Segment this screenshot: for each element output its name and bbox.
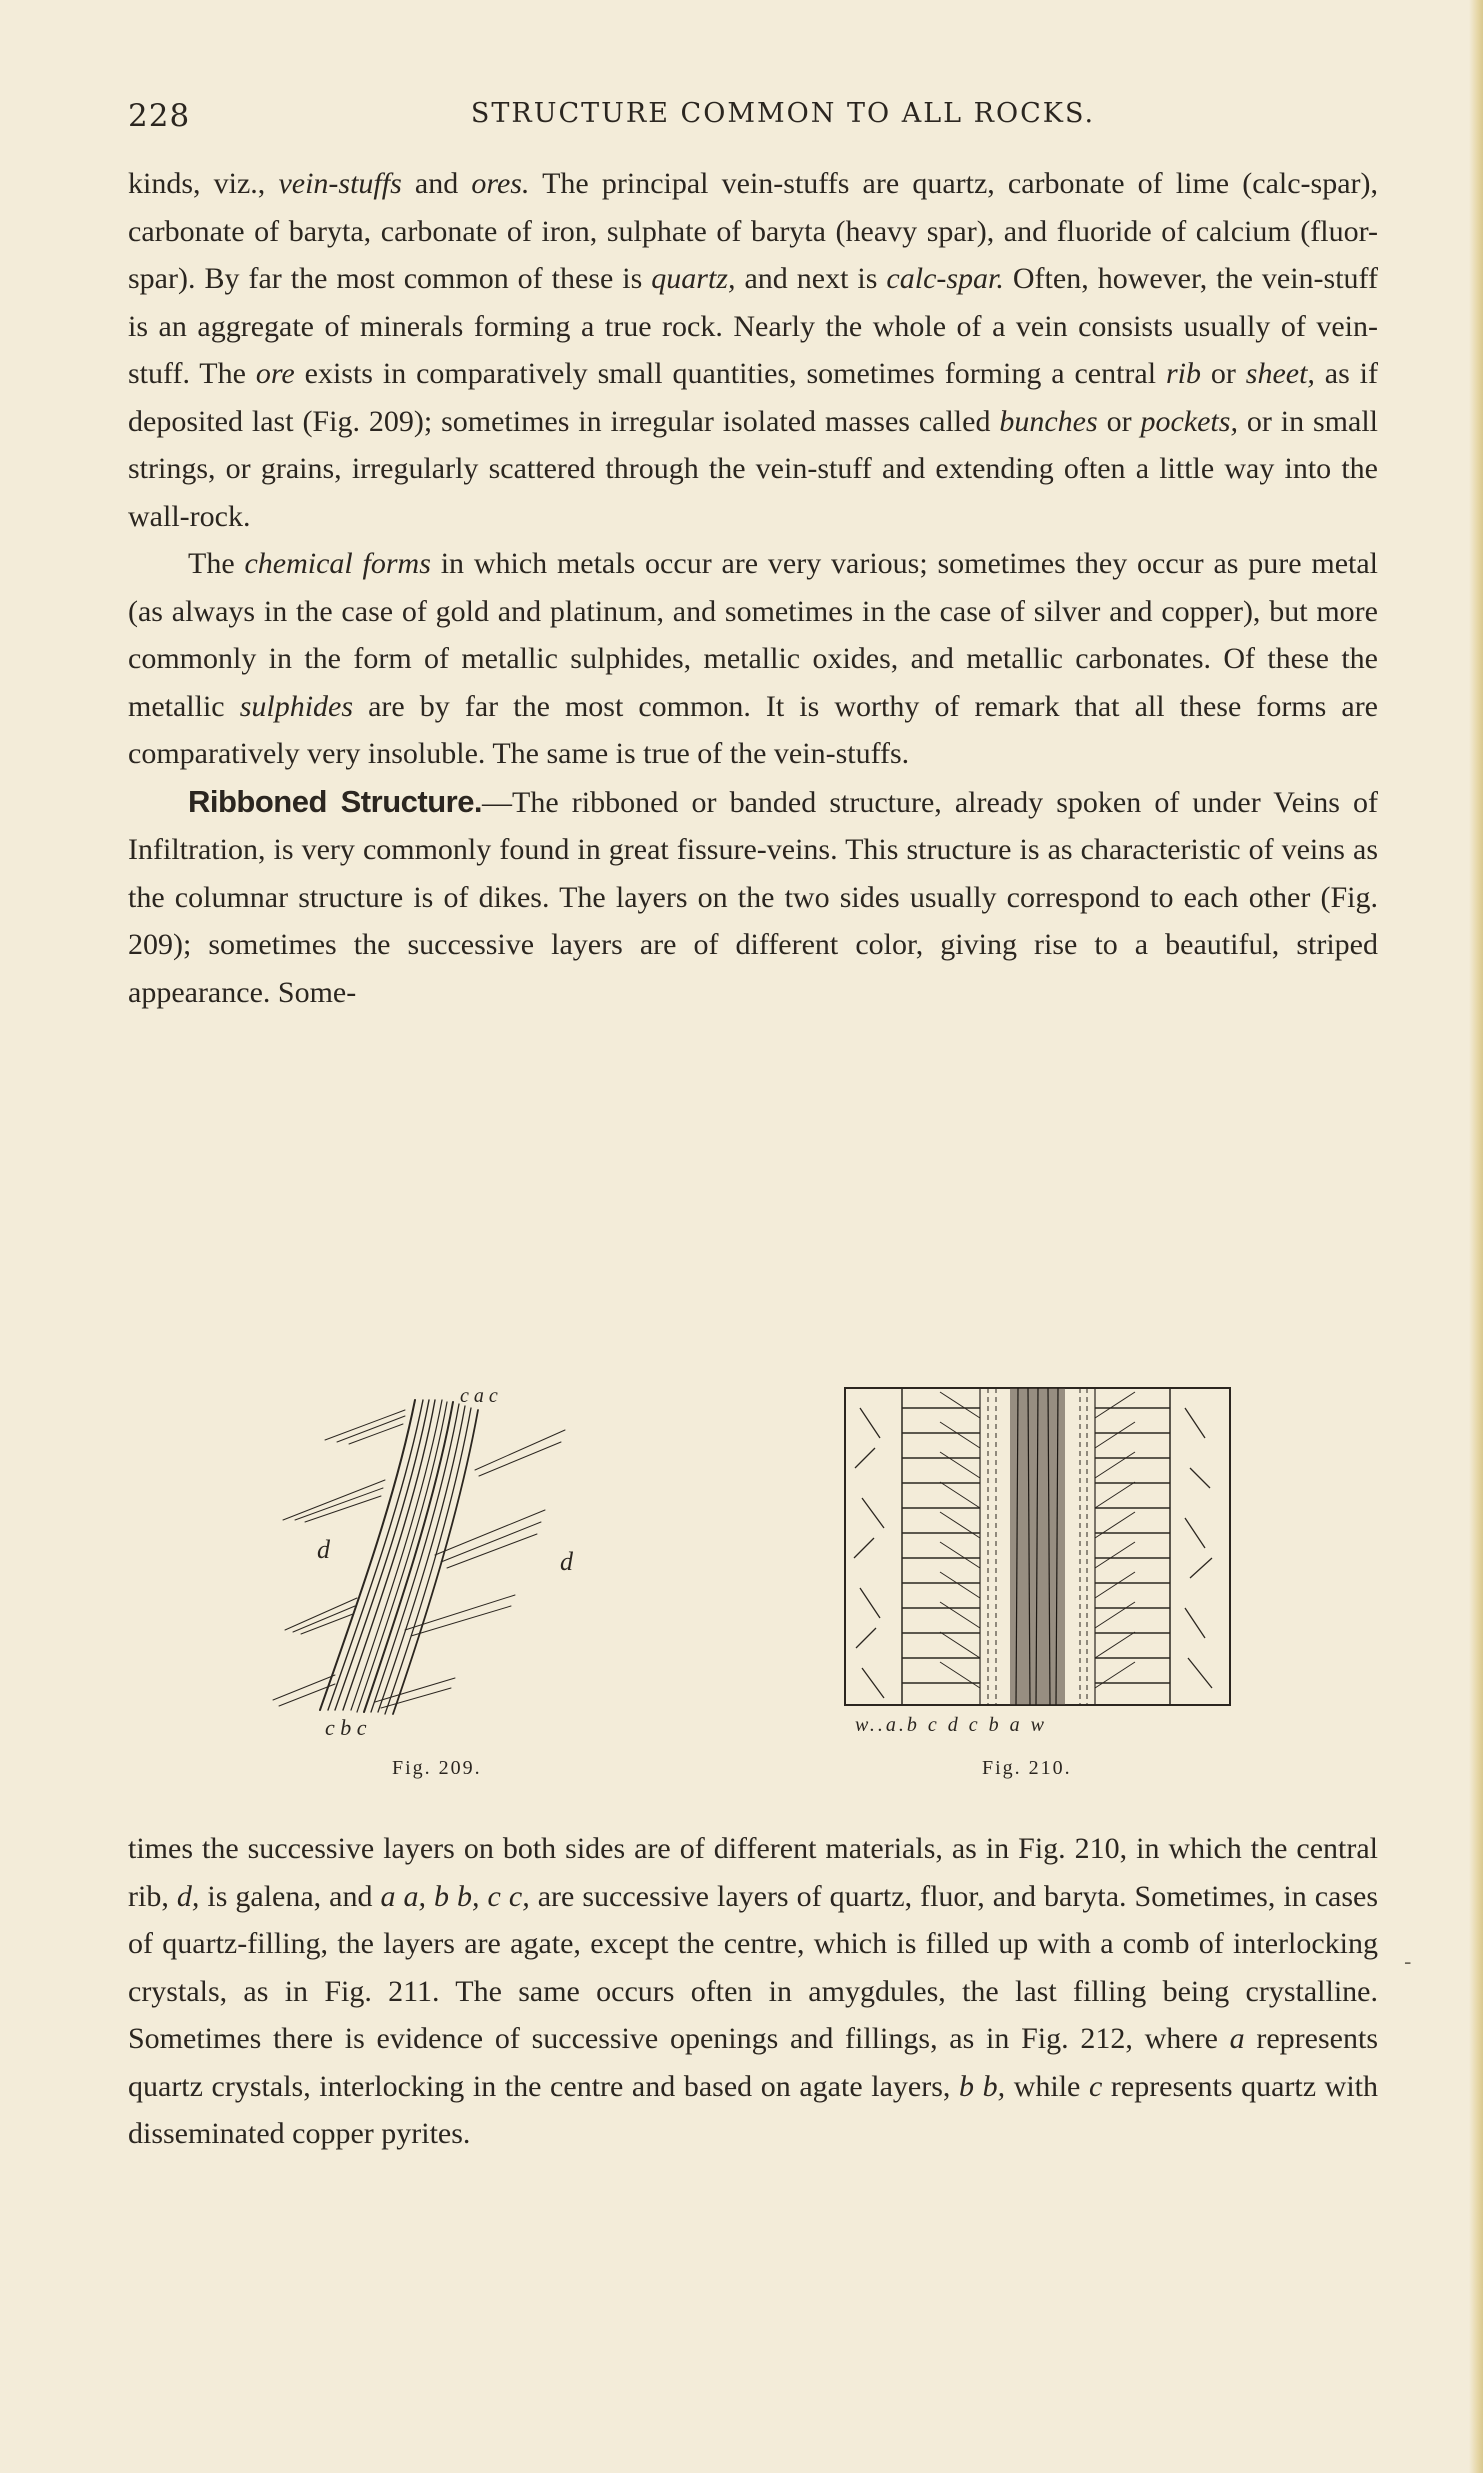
paragraph-ribboned-structure: Ribboned Structure.—The ribboned or banded structure, already spoken of under Veins of Infiltration, is very commonly found in great fissure-veins. This structure is as characteristic of veins as the columnar structure is of dikes. The layers on the two sides usually correspond to each other (Fig. 209); sometimes the successive layers are of different color, giving rise to a beautiful, striped appearance. Some- — [128, 783, 1378, 1009]
fig209-label-d-right: d — [560, 1547, 573, 1576]
fig210-bottom-labels: w..a.b c d c b a w — [855, 1714, 1047, 1736]
running-title: STRUCTURE COMMON TO ALL ROCKS. — [470, 98, 1096, 129]
paragraph-successive-layers: times the successive layers on both sides are of different materials, as in Fig. 210, in which the central rib, d, is galena, and a a, b b, c c, are successive layers of quartz, fluor, and baryta. Sometimes, in cases of quartz-filling, the layers are agate, except the centre, which is filled up with a comb of interlocking crystals, as in Fig. 211. The same occurs often in amygdules, the last filling being crystalline. Sometimes there is evidence of successive openings and fillings, as in Fig. 212, where a represents quartz crystals, interlocking in the centre and based on agate layers, b b, while c represents quartz with disseminated copper pyrites. — [128, 1832, 1379, 2150]
fig209-label-bottom: c b c — [325, 1715, 367, 1740]
running-header — [128, 98, 1378, 138]
page-number: 228 — [128, 98, 191, 134]
stray-mark: - — [1404, 1950, 1412, 1975]
figure-209-illustration — [265, 1380, 635, 1750]
paragraph-chemical-forms: The chemical forms in which metals occur are very various; sometimes they occur as pure metal (as always in the case of gold and platinum, and sometimes in the case of silver and copper), but more commonly in the form of metallic sulphides, metallic oxides, and metallic carbonates. Of these the metallic sulphides are by far the most common. It is worthy of remark that all these forms are comparatively very insoluble. The same is true of the vein-stuffs. — [128, 547, 1379, 770]
body-text-lower — [128, 1825, 1378, 2158]
fig209-label-d-left: d — [317, 1535, 330, 1564]
fig209-label-top: c a c — [460, 1385, 498, 1407]
figure-209-caption: Fig. 209. — [392, 1757, 482, 1779]
body-text-upper — [128, 160, 1378, 1016]
section-heading: Ribboned Structure. — [188, 783, 483, 819]
page-edge — [1469, 0, 1483, 2473]
figure-210-caption: Fig. 210. — [982, 1757, 1072, 1779]
figure-210-illustration — [840, 1378, 1235, 1748]
paragraph-vein-stuffs: kinds, viz., vein-stuffs and ores. The principal vein-stuffs are quartz, carbonate of lime (calc-spar), carbonate of baryta, carbonate of iron, sulphate of baryta (heavy spar), and fluoride of calcium (fluor-spar). By far the most common of these is quartz, and next is calc-spar. Often, however, the vein-stuff is an aggregate of minerals forming a true rock. Nearly the whole of a vein consists usually of vein-stuff. The ore exists in comparatively small quantities, sometimes forming a central rib or sheet, as if deposited last (Fig. 209); sometimes in irregular isolated masses called bunches or pockets, or in small strings, or grains, irregularly scattered through the vein-stuff and extending often a little way into the wall-rock. — [128, 167, 1379, 533]
